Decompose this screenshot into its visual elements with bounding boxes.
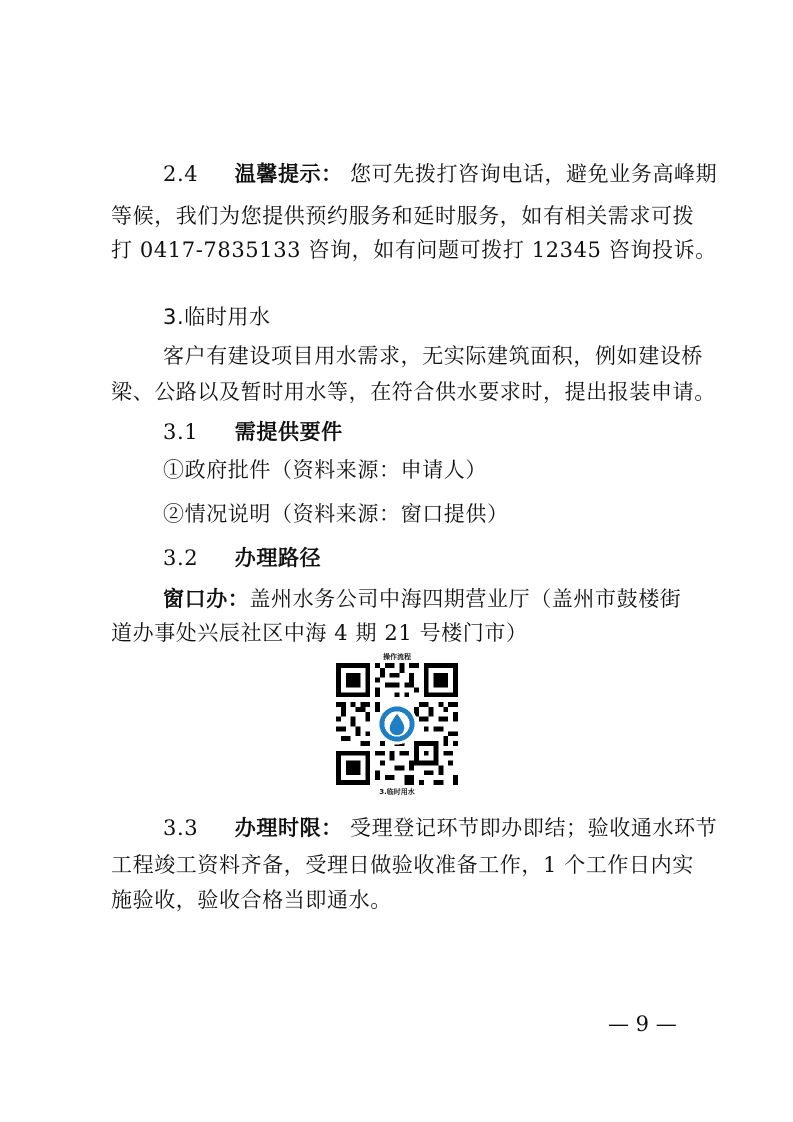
window-label: 窗口办：: [163, 586, 250, 611]
section-2-4-label: 温馨提示：: [234, 161, 343, 186]
qr-top-caption: 操作流程: [383, 653, 411, 661]
section-3-2-title: 办理路径: [234, 545, 322, 570]
qr-code-icon[interactable]: [336, 663, 458, 785]
section-2-4-text-3: 打 0417-7835133 咨询，如有问题可拨打 12345 咨询投诉。: [111, 238, 717, 262]
section-3-1-number: 3.1: [163, 420, 199, 444]
section-3-3-text-3: 施验收，验收合格当即通水。: [111, 888, 392, 912]
section-2-4-text-2: 等候，我们为您提供预约服务和延时服务，如有相关需求可拨: [111, 204, 695, 228]
section-3-2-line-1: [163, 585, 681, 613]
section-2-4-line-1: [163, 160, 717, 188]
section-3-paragraph-line-2: 梁、公路以及暂时用水等，在符合供水要求时，提出报装申请。: [111, 380, 716, 404]
section-3-2-heading: [163, 544, 321, 572]
section-3-3-text-1: 受理登记环节即办即结；验收通水环节: [350, 816, 718, 840]
section-3-1-title: 需提供要件: [234, 419, 343, 444]
window-address-1: 盖州水务公司中海四期营业厅（盖州市鼓楼街: [249, 587, 682, 611]
section-2-4-text-1: 您可先拨打咨询电话，避免业务高峰期: [350, 162, 718, 186]
section-3-heading: 3.临时用水: [163, 305, 271, 329]
section-3-paragraph-line-1: 客户有建设项目用水需求，无实际建筑面积，例如建设桥: [163, 344, 703, 368]
qr-bottom-caption: 3.临时用水: [379, 788, 415, 796]
section-3-1-heading: [163, 418, 343, 446]
section-3-3-number: 3.3: [163, 816, 199, 840]
section-3-3-text-2: 工程竣工资料齐备，受理日做验收准备工作，1 个工作日内实: [111, 853, 694, 877]
section-2-4-number: 2.4: [163, 162, 199, 186]
requirement-item-2: ②情况说明（资料来源：窗口提供）: [163, 502, 509, 526]
page-number: — 9 —: [608, 1012, 677, 1036]
requirement-item-1: ①政府批件（资料来源：申请人）: [163, 458, 487, 482]
section-3-3-label: 办理时限：: [234, 815, 343, 840]
section-3-3-line-1: [163, 814, 717, 842]
window-address-2: 道办事处兴辰社区中海 4 期 21 号楼门市）: [111, 621, 528, 645]
section-3-2-number: 3.2: [163, 546, 199, 570]
